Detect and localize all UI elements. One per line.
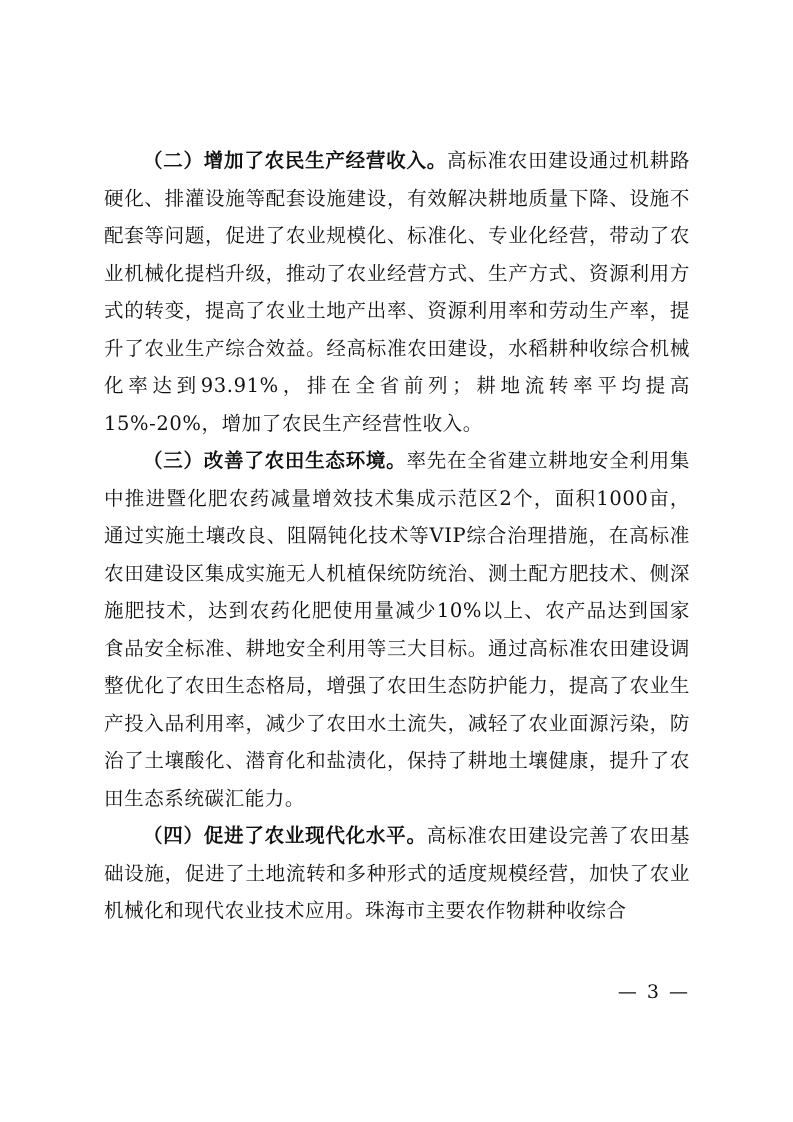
paragraph-ecological-environment	[104, 442, 690, 817]
section-heading-ecological-environment: （三）改善了农田生态环境。	[143, 449, 407, 472]
paragraph-body: 率先在全省建立耕地安全利用集中推进暨化肥农药减量增效技术集成示范区2个，面积1000亩，通过实施土壤改良、阻隔钝化技术等VIP综合治理措施，在高标准农田建设区集成实施无人机植保统防统治、测土配方肥技术、侧深施肥技术，达到农药化肥使用量减少10%以上、农产品达到国家食品安全标准、耕地安全利用等三大目标。通过高标准农田建设调整优化了农田生态格局，增强了农田生态防护能力，提高了农业生产投入品利用率，减少了农田水土流失，减轻了农业面源污染，防治了土壤酸化、潜育化和盐渍化，保持了耕地土壤健康，提升了农田生态系统碳汇能力。	[104, 449, 690, 810]
section-heading-agricultural-modernization: （四）促进了农业现代化水平。	[143, 824, 427, 847]
paragraph-farmer-income	[104, 142, 690, 442]
page-number: — 3 —	[617, 981, 690, 1003]
body-text	[104, 142, 690, 930]
section-heading-farmer-income: （二）增加了农民生产经营收入。	[143, 149, 447, 172]
paragraph-agricultural-modernization	[104, 817, 690, 930]
paragraph-body: 高标准农田建设完善了农田基础设施，促进了土地流转和多种形式的适度规模经营，加快了农业机械化和现代农业技术应用。珠海市主要农作物耕种收综合	[104, 824, 690, 922]
paragraph-body: 高标准农田建设通过机耕路硬化、排灌设施等配套设施建设，有效解决耕地质量下降、设施不配套等问题，促进了农业规模化、标准化、专业化经营，带动了农业机械化提档升级，推动了农业经营方式、生产方式、资源利用方式的转变，提高了农业土地产出率、资源利用率和劳动生产率，提升了农业生产综合效益。经高标准农田建设，水稻耕种收综合机械化率达到93.91%，排在全省前列；耕地流转率平均提高15%-20%，增加了农民生产经营性收入。	[104, 149, 690, 435]
